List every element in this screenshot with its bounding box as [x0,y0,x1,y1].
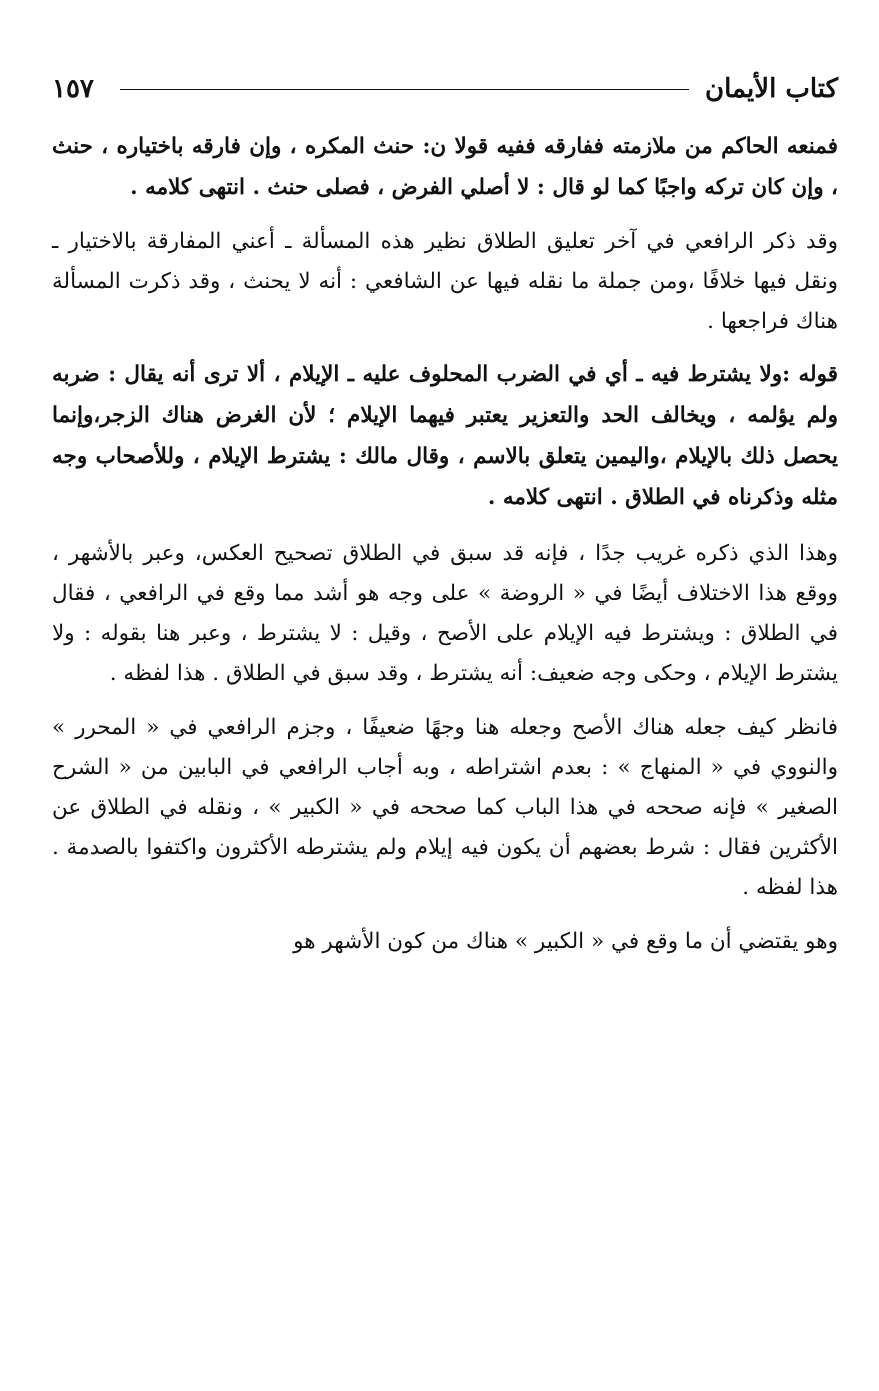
paragraph-4: وهذا الذي ذكره غريب جدًا ، فإنه قد سبق في الطلاق تصحيح العكس، وعبر بالأشهر ، ووقع هذا الاختلاف أيضًا في « الروضة » على وجه هو أشد مما وقع في الرافعي ، فقال في الطلاق : ويشترط فيه الإيلام على الأصح ، وقيل : لا يشترط ، وعبر هنا بقوله : ولا يشترط الإيلام ، وحكى وجه ضعيف: أنه يشترط ، وقد سبق في الطلاق . هذا لفظه . [52,541,838,686]
header-rule [120,89,689,90]
page-header [52,62,838,116]
paragraph-6: وهو يقتضي أن ما وقع في « الكبير » هناك من كون الأشهر هو [293,929,838,954]
running-title: كتاب الأيمان [704,74,838,104]
paragraph-2: وقد ذكر الرافعي في آخر تعليق الطلاق نظير هذه المسألة ـ أعني المفارقة بالاختيار ـ ونقل فيها خلافًا ،ومن جملة ما نقله فيها عن الشافعي : أنه لا يحنث ، وقد ذكرت المسألة هناك فراجعها . [52,229,838,334]
page-number: ١٥٧ [52,74,94,104]
paragraph-1: فمنعه الحاكم من ملازمته ففارقه ففيه قولا ن: حنث المكره ، وإن فارقه باختياره ، حنث ، وإن كان تركه واجبًا كما لو قال : لا أصلي الفرض ، فصلى حنث . انتهى كلامه . [52,134,838,200]
paragraph-3: قوله :ولا يشترط فيه ـ أي في الضرب المحلوف عليه ـ الإيلام ، ألا ترى أنه يقال : ضربه ولم يؤلمه ، ويخالف الحد والتعزير يعتبر فيهما الإيلام ؛ لأن الغرض هناك الزجر،وإنما يحصل ذلك بالإيلام ،واليمين يتعلق بالاسم ، وقال مالك : يشترط الإيلام ، وللأصحاب وجه مثله وذكرناه في الطلاق . انتهى كلامه . [52,362,838,510]
book-page [52,62,838,1362]
paragraph-5: فانظر كيف جعله هناك الأصح وجعله هنا وجهًا ضعيفًا ، وجزم الرافعي في « المحرر » والنووي في « المنهاج » : بعدم اشتراطه ، وبه أجاب الرافعي في البابين من « الشرح الصغير » فإنه صححه في هذا الباب كما صححه في « الكبير » ، ونقله في الطلاق عن الأكثرين فقال : شرط بعضهم أن يكون فيه إيلام ولم يشترطه الأكثرون واكتفوا بالصدمة . هذا لفظه . [52,715,838,900]
